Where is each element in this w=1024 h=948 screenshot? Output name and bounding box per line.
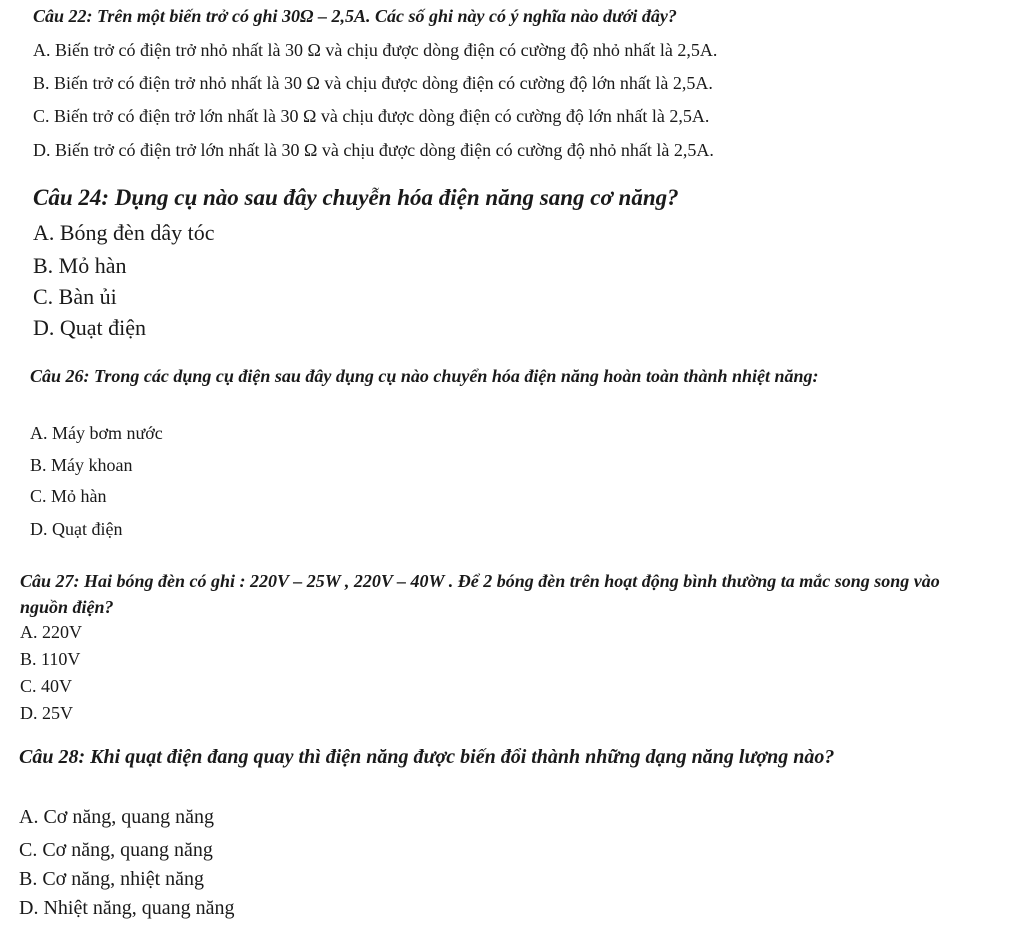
question-28-option-2: C. Cơ năng, quang năng — [19, 839, 213, 861]
question-24-option-d: D. Quạt điện — [33, 315, 147, 340]
question-22-option-a: A. Biến trở có điện trở nhỏ nhất là 30 Ω và chịu được dòng điện có cường độ nhỏ nhất là 2,5A. — [33, 40, 718, 60]
question-26-option-d: D. Quạt điện — [30, 519, 123, 539]
question-26-option-a: A. Máy bơm nước — [30, 423, 163, 443]
question-24-option-b: B. Mỏ hàn — [33, 253, 127, 278]
question-24-option-a: A. Bóng đèn dây tóc — [33, 220, 215, 245]
question-26-option-b: B. Máy khoan — [30, 455, 133, 475]
question-27-title: Câu 27: Hai bóng đèn có ghi : 220V – 25W , 220V – 40W . Để 2 bóng đèn trên hoạt động bình thường ta mắc song song vào nguồn điện? — [20, 571, 940, 617]
question-27-option-c: C. 40V — [20, 676, 73, 696]
question-26-title: Câu 26: Trong các dụng cụ điện sau đây dụng cụ nào chuyển hóa điện năng hoàn toàn thành nhiệt năng: — [30, 366, 819, 386]
question-28-option-1: A. Cơ năng, quang năng — [19, 806, 214, 828]
question-27-option-b: B. 110V — [20, 649, 81, 669]
question-22-option-b: B. Biến trở có điện trở nhỏ nhất là 30 Ω và chịu được dòng điện có cường độ lớn nhất là 2,5A. — [33, 73, 713, 93]
question-24-option-c: C. Bàn ủi — [33, 284, 117, 309]
question-27-option-a: A. 220V — [20, 622, 82, 642]
question-22-option-d: D. Biến trở có điện trở lớn nhất là 30 Ω và chịu được dòng điện có cường độ nhỏ nhất là 2,5A. — [33, 140, 714, 160]
question-22-title: Câu 22: Trên một biến trở có ghi 30Ω – 2,5A. Các số ghi này có ý nghĩa nào dưới đây? — [33, 6, 677, 26]
question-28-option-3: B. Cơ năng, nhiệt năng — [19, 868, 204, 890]
question-28-title: Câu 28: Khi quạt điện đang quay thì điện năng được biến đổi thành những dạng năng lượng nào? — [19, 746, 835, 768]
question-27-option-d: D. 25V — [20, 703, 73, 723]
question-24-title: Câu 24: Dụng cụ nào sau đây chuyễn hóa điện năng sang cơ năng? — [33, 185, 679, 210]
question-28-option-4: D. Nhiệt năng, quang năng — [19, 897, 235, 919]
question-26-option-c: C. Mỏ hàn — [30, 486, 107, 506]
question-22-option-c: C. Biến trở có điện trở lớn nhất là 30 Ω và chịu được dòng điện có cường độ lớn nhất là 2,5A. — [33, 106, 710, 126]
